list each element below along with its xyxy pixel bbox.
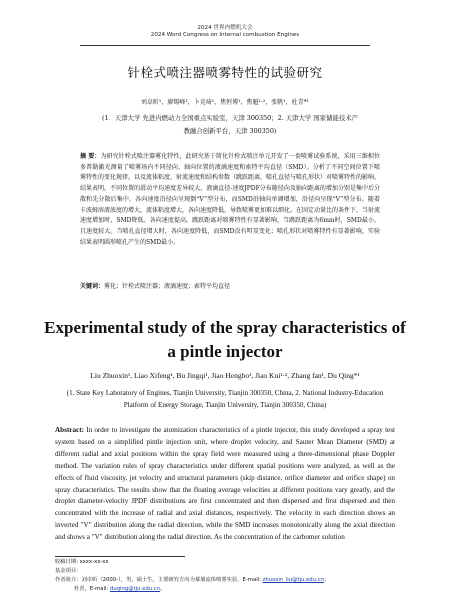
- abstract-cn: [80, 152, 380, 248]
- keywords-text-cn: 雾化；针栓式喷注器；液滴速度；索特平均直径: [104, 283, 231, 290]
- footnote-corresponding: [74, 585, 434, 594]
- abstract-text-en: In order to investigate the atomization characteristics of a pintle injector, this study developed a spray test system based on a simplified pintle injection unit, where droplet velocity, and Sauter Mean Diameter (SMD) at different radial and axial positions within the spray field were measured using a three-dimensional phase Doppler method. The variation rules of spray characteristics under different spatial positions were analyzed, as well as the effects of fluid viscosity, jet velocity and structural parameters (skip distance, orifice diameter and orifice shape) on spray characteristics. The results show that the floating average velocities at different positions vary greatly, and the droplet diameter-velocity JPDF distributions are first concentrated and then dispersed and first dispersed and then concentrated with the increase of radial and axial distances, respectively. The velocity in each direction shows an inverted "V" distribution along the radial direction, while the SMD increases monotonically along the axial direction and shows a "V" distribution along the radial direction. As the concentration of the carbomer solution: [55, 426, 395, 542]
- affiliation-cn: (1．天津大学 先进内燃动力全国重点实验室，天津 300350；2. 天津大学 国家储能技术产教融合创新平台，天津 300350): [101, 114, 359, 135]
- keywords-cn: [80, 282, 380, 292]
- author-email-link[interactable]: zhuoxin_liu@tju.edu.cn: [262, 577, 324, 583]
- corresponding-email-link[interactable]: duqing@tju.edu.cn: [109, 586, 161, 592]
- keywords-label-cn: 关键词：: [80, 283, 105, 290]
- corresponding-text: 杜青，E-mail:: [74, 586, 110, 592]
- author-bio-text: 作者简介：刘卓昕（2000-），男，硕士生，主要研究方向为幕墙流体喷雾实验，E-mail:: [55, 577, 263, 583]
- header-divider: [80, 45, 370, 46]
- author-bio-end: ；: [323, 577, 330, 583]
- abstract-en: [55, 425, 395, 544]
- footnote-author-bio: [55, 576, 415, 585]
- author-list-cn: 刘卓昕¹，廖锡峰¹，卜竞琦¹，焦恒博¹，焦魁¹·²，张帆¹，杜青*¹: [140, 99, 310, 106]
- footnote-received: 收稿日期: xxxx-xx-xx: [55, 559, 109, 565]
- footnote-fund: 基金项目:: [55, 568, 78, 574]
- abstract-label-cn: 摘 要：: [80, 153, 101, 160]
- footnote-divider: [55, 556, 185, 557]
- abstract-text-cn: 为研究针栓式喷注器雾化特性，此研究基于简化针栓式喷注单元开发了一套喷雾试验系统，采用三维相位多普勒激光测量了喷雾场内不同径向、轴向位置的液滴速度和索特平均直径（SMD）。分析了不同空间位置下喷雾特性的变化规律，以及流体粘度、射流速度和结构参数（跳跃距离，喷孔直径与喷孔形状）对喷雾特性的影响。结果表明，不同位置的滑动平均速度差异较大，液滴直径-速度JPDF分布随径向及轴向距离的增加分别是集中后分散和先分散后集中。各向速度沿径向呈现倒“V”型分布，而SMD沿轴向单调增加，沿径向呈现“V”型分布。随着卡波姆溶液浓度的增大，流体粘度增大，各向速度降低，导致喷雾更加难以细化。在固定动量比的条件下，当射流速度增加时，SMD降低、各向速度提高。跳跃距离对喷雾特性有显著影响，当跳跃距离为6mm时，SMD最小，且速度较大。当喷孔直径增大时，各向速度降低，而SMD没有明显变化；喷孔形状对喷雾特性有显著影响，实验结果表明圆形喷孔产生的SMD最小。: [80, 153, 381, 246]
- author-list-en: Liu Zhuoxin¹, Liao Xifeng¹, Bu Jingqi¹, Jiao Hengbo¹, Jiao Kui¹·², Zhang fan¹, Du Qing*¹: [90, 371, 360, 380]
- running-header-cn: 2024 世界内燃机大会: [197, 25, 253, 31]
- paper-title-cn: 针栓式喷注器喷雾特性的试验研究: [127, 65, 323, 80]
- abstract-label-en: Abstract:: [55, 426, 84, 434]
- running-header-en: 2024 Word Congress on Internal combustion Engines: [150, 32, 300, 38]
- affiliation-en: (1. State Key Laboratory of Engines, Tianjin University, Tianjin 300350, China, 2. National Industry-Education Platform of Energy Storage, Tianjin University, Tianjin 300350, China): [66, 389, 384, 409]
- paper-title-en: Experimental study of the spray characteristics of a pintle injector: [44, 318, 406, 361]
- corresponding-end: 。: [160, 586, 166, 592]
